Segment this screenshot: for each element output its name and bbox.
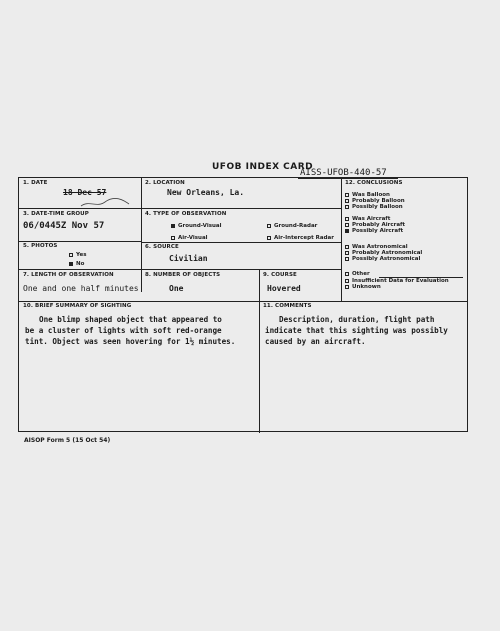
option-label: Air-Visual (178, 235, 208, 241)
comments-label: 11. COMMENTS (263, 303, 312, 309)
checkbox-ground-visual[interactable] (171, 224, 175, 228)
option-ground-visual[interactable] (171, 223, 222, 229)
checkbox[interactable] (345, 217, 349, 221)
type-of-observation-label: 4. TYPE OF OBSERVATION (145, 211, 227, 217)
location-label: 2. LOCATION (145, 180, 185, 186)
conclusions-label: 12. CONCLUSIONS (345, 180, 403, 186)
length-label: 7. LENGTH OF OBSERVATION (23, 272, 114, 278)
divider-v-right (341, 178, 342, 301)
location-value: New Orleans, La. (167, 188, 245, 197)
summary-label: 10. BRIEF SUMMARY OF SIGHTING (23, 303, 132, 309)
conclusion-label: Probably Balloon (352, 198, 405, 204)
conclusion-label: Possibly Astronomical (352, 256, 421, 262)
source-label: 6. SOURCE (145, 244, 179, 250)
divider-h-2 (19, 241, 141, 242)
conclusion-possibly-astronomical[interactable] (345, 256, 420, 262)
checkbox[interactable] (345, 251, 349, 255)
checkbox[interactable] (345, 193, 349, 197)
conclusion-label: Probably Aircraft (352, 222, 406, 228)
source-value: Civilian (169, 254, 208, 263)
option-label: Ground-Radar (274, 223, 318, 229)
checkbox[interactable] (345, 205, 349, 209)
checkbox[interactable] (345, 245, 349, 249)
summary-text (25, 314, 255, 347)
conclusion-label: Possibly Aircraft (352, 228, 404, 234)
comments-line: indicate that this sighting was possibly (265, 326, 448, 335)
checkbox-photos-no[interactable] (69, 262, 73, 266)
comments-line: Description, duration, flight path (279, 315, 435, 324)
conclusion-label: Other (352, 271, 370, 277)
option-label: Air-Intercept Radar (274, 235, 334, 241)
photos-label: 5. PHOTOS (23, 243, 58, 249)
index-card (18, 177, 468, 432)
conclusion-possibly-balloon[interactable] (345, 204, 403, 210)
comments-line: caused by an aircraft. (265, 337, 366, 346)
conclusion-unknown[interactable] (345, 284, 381, 290)
divider-v-objects (259, 269, 260, 301)
date-label: 1. DATE (23, 180, 48, 186)
conclusion-label: Unknown (352, 284, 381, 290)
conclusion-label: Possibly Balloon (352, 204, 403, 210)
divider-h-4 (19, 269, 341, 270)
checkbox[interactable] (345, 229, 349, 233)
checkbox-photos-yes[interactable] (69, 253, 73, 257)
checkbox-ground-radar[interactable] (267, 224, 271, 228)
option-label: Yes (76, 252, 87, 258)
handwritten-mark (79, 196, 139, 210)
divider-h-1 (19, 208, 341, 209)
conclusion-label: Was Balloon (352, 192, 390, 198)
length-value: One and one half minutes (23, 284, 139, 293)
option-label: Ground-Visual (178, 223, 222, 229)
checkbox-air-intercept-radar[interactable] (267, 236, 271, 240)
checkbox[interactable] (345, 257, 349, 261)
divider-v-left (141, 178, 142, 292)
checkbox[interactable] (345, 223, 349, 227)
checkbox[interactable] (345, 199, 349, 203)
conclusion-label: Insufficient Data for Evaluation (352, 278, 449, 284)
date-value: 18 Dec 57 (63, 188, 107, 197)
option-air-intercept-radar[interactable] (267, 235, 334, 241)
conclusion-other[interactable] (345, 271, 370, 277)
divider-h-3 (141, 242, 341, 243)
card-title: UFOB INDEX CARD (212, 162, 314, 172)
course-label: 9. COURSE (263, 272, 297, 278)
conclusion-possibly-aircraft[interactable] (345, 228, 403, 234)
summary-line: tint. Object was seen hovering for 1½ minutes. (25, 337, 236, 346)
checkbox[interactable] (345, 279, 349, 283)
conclusion-label: Was Aircraft (352, 216, 391, 222)
summary-line: be a cluster of lights with soft red-orange (25, 326, 222, 335)
form-id: AISOP Form 5 (15 Oct 54) (24, 437, 111, 444)
option-label: No (76, 261, 85, 267)
number-of-objects-value: One (169, 284, 184, 293)
checkbox[interactable] (345, 285, 349, 289)
datetime-group-label: 3. DATE-TIME GROUP (23, 211, 89, 217)
number-of-objects-label: 8. NUMBER OF OBJECTS (145, 272, 221, 278)
reference-number: AISS-UFOB-440-57 (300, 168, 387, 178)
option-photos-no[interactable] (69, 261, 84, 267)
summary-line: One blimp shaped object that appeared to (39, 315, 222, 324)
conclusion-label: Was Astronomical (352, 244, 408, 250)
checkbox-air-visual[interactable] (171, 236, 175, 240)
checkbox[interactable] (345, 272, 349, 276)
course-value: Hovered (267, 284, 301, 293)
datetime-group-value: 06/0445Z Nov 57 (23, 221, 105, 231)
comments-text (265, 314, 465, 347)
divider-h-5 (19, 301, 468, 302)
option-air-visual[interactable] (171, 235, 208, 241)
divider-v-comments (259, 301, 260, 433)
option-photos-yes[interactable] (69, 252, 86, 258)
option-ground-radar[interactable] (267, 223, 317, 229)
conclusion-label: Probably Astronomical (352, 250, 423, 256)
